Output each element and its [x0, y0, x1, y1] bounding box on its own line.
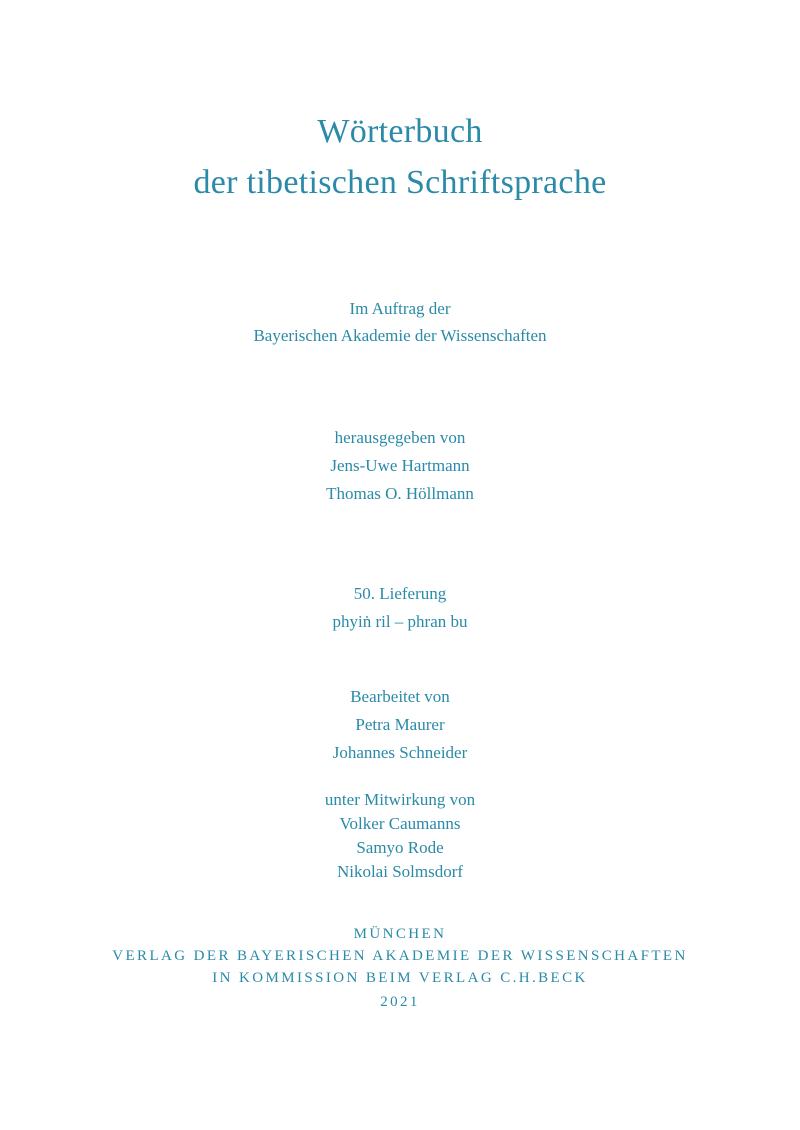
editor-name: Thomas O. Höllmann — [326, 484, 474, 503]
publisher-line-2: IN KOMMISSION BEIM VERLAG C.H.BECK — [212, 970, 588, 986]
author-name: Johannes Schneider — [332, 743, 468, 762]
commission-line-2: Bayerischen Akademie der Wissenschaften — [253, 326, 547, 345]
contributor-name: Volker Caumanns — [339, 814, 461, 833]
editors-label: herausgegeben von — [334, 428, 466, 447]
publisher-line-1: VERLAG DER BAYERISCHEN AKADEMIE DER WISSENSCHAFTEN — [112, 948, 688, 964]
issue-number: 50. Lieferung — [353, 584, 447, 603]
author-name: Petra Maurer — [355, 715, 445, 734]
publisher-city: MÜNCHEN — [353, 926, 447, 942]
contributors-label: unter Mitwirkung von — [324, 790, 476, 809]
publication-year: 2021 — [380, 994, 420, 1010]
authors-label: Bearbeitet von — [350, 687, 450, 706]
commission-line-1: Im Auftrag der — [349, 299, 451, 318]
issue-range: phyiṅ ril – phran bu — [332, 612, 468, 631]
editor-name: Jens-Uwe Hartmann — [330, 456, 470, 475]
title-line-1: Wörterbuch — [317, 113, 483, 150]
contributor-name: Samyo Rode — [356, 838, 444, 857]
contributor-name: Nikolai Solmsdorf — [336, 862, 464, 881]
title-line-2: der tibetischen Schriftsprache — [193, 164, 607, 201]
